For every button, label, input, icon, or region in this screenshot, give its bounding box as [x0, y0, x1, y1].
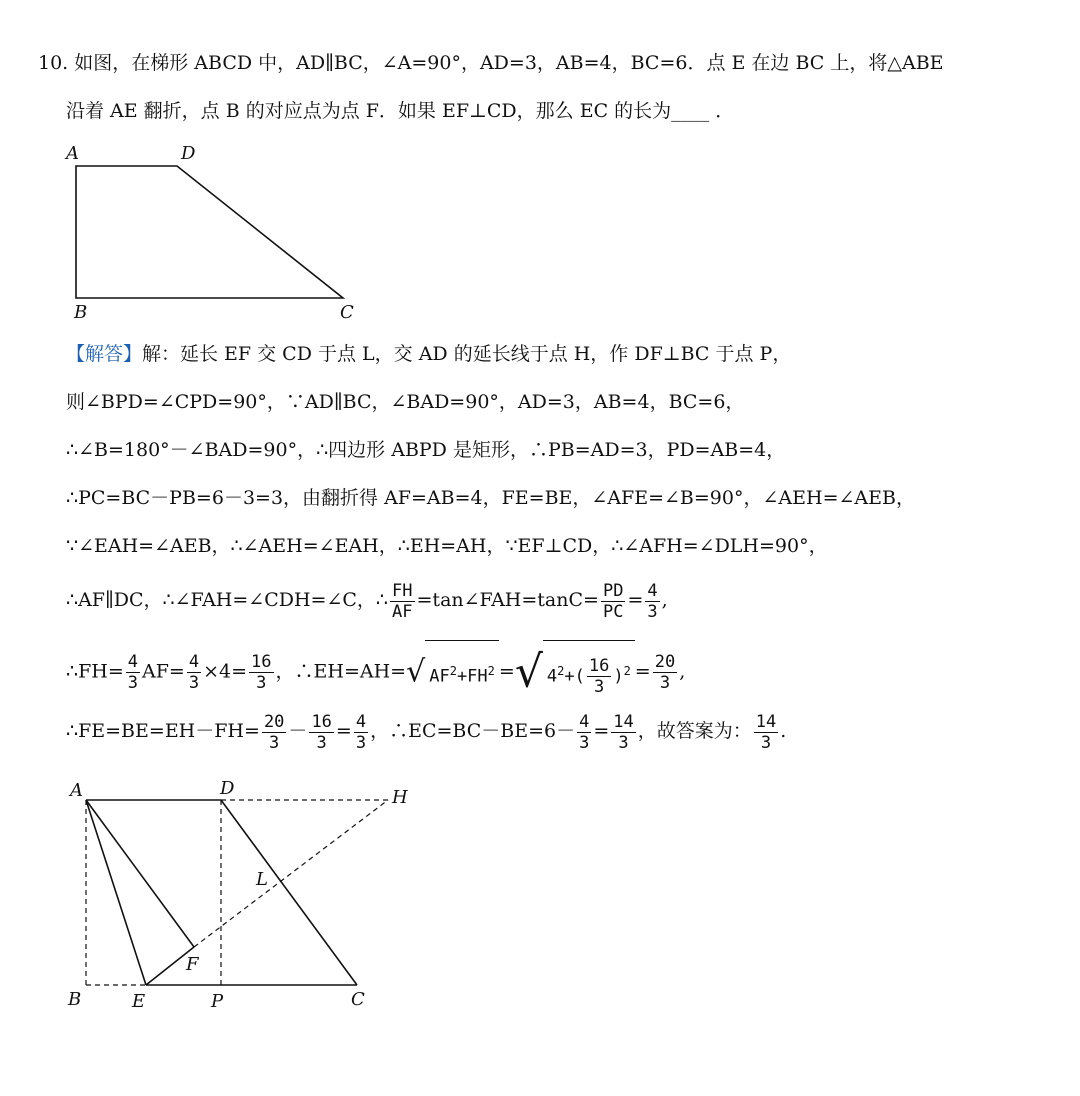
segment-dc — [221, 800, 357, 985]
l6-text-c: = — [627, 589, 644, 611]
solution-line-7 — [66, 640, 685, 705]
fraction-16-3: $\frac{16}{3}$ — [251, 651, 272, 693]
l7-text-g: , — [679, 660, 686, 683]
fraction-14-3: $\frac{14}{3}$ — [613, 711, 634, 753]
fraction-4-3-a: $\frac{4}{3}$ — [127, 651, 139, 693]
label2-l: L — [256, 869, 268, 890]
fraction-4-3-c: $\frac{4}{3}$ — [355, 711, 367, 753]
label2-b: B — [68, 989, 82, 1010]
fraction-4-3: $\frac{4}{3}$ — [647, 580, 658, 622]
fraction-fh-af: $\frac{FH}{AF}$ — [392, 580, 413, 622]
label-c: C — [340, 302, 354, 323]
solution-line-3: ∴∠B=180°－∠BAD=90°，∴四边形 ABPD 是矩形，∴PB=AD=3，PD=AB=4， — [66, 439, 786, 461]
l7-text-a: ∴FH= — [66, 660, 124, 683]
l7-text-e: = — [498, 660, 515, 683]
label-a: A — [66, 143, 79, 164]
solution-line-4: ∴PC=BC－PB=6－3=3，由翻折得 AF=AB=4，FE=BE，∠AFE=∠B=90°，∠AEH=∠AEB， — [66, 487, 915, 509]
segment-ae — [86, 800, 146, 985]
fraction-4-3-d: $\frac{4}{3}$ — [579, 711, 590, 753]
label2-h: H — [392, 787, 408, 808]
sqrt-sign-2: √ — [514, 646, 543, 698]
sqrt-sign-1: √ — [406, 654, 426, 690]
l8-text-d: ，∴EC=BC－BE=6－ — [370, 720, 576, 742]
solution-line-1 — [66, 341, 791, 367]
trapezoid-abcd — [76, 166, 343, 298]
label2-d: D — [220, 778, 235, 799]
solution-line-5: ∵∠EAH=∠AEB，∴∠AEH=∠EAH，∴EH=AH，∵EF⊥CD，∴∠AFH=∠DLH=90°， — [66, 535, 828, 557]
solution-tag: 【解答】 — [66, 343, 143, 365]
label-b: B — [74, 302, 88, 323]
label2-p: P — [211, 991, 224, 1012]
label2-a: A — [70, 780, 83, 801]
l8-text-c: = — [335, 720, 352, 742]
fraction-4-3-b: $\frac{4}{3}$ — [188, 651, 200, 693]
question-line-1: 10. 如图，在梯形 ABCD 中，AD∥BC，∠A=90°，AD=3，AB=4，BC=6．点 E 在边 BC 上，将△ABE — [38, 52, 944, 74]
trapezoid-figure — [60, 140, 380, 325]
label2-c: C — [351, 989, 365, 1010]
fraction-16-3-b: $\frac{16}{3}$ — [311, 711, 332, 753]
l6-text-a: ∴AF∥DC，∴∠FAH=∠CDH=∠C，∴ — [66, 589, 389, 611]
solution-text-1: 解：延长 EF 交 CD 于点 L，交 AD 的延长线于点 H，作 DF⊥BC 于点 P， — [142, 343, 792, 365]
l7-text-d: ，∴EH=AH= — [275, 660, 407, 683]
l8-text-e: = — [593, 720, 610, 742]
l8-text-f: ，故答案为： — [637, 720, 752, 742]
label2-e: E — [132, 991, 146, 1012]
l8-text-g: . — [780, 720, 787, 742]
solution-line-2: 则∠BPD=∠CPD=90°，∵AD∥BC，∠BAD=90°，AD=3，AB=4，BC=6， — [66, 391, 745, 413]
label-d: D — [181, 143, 196, 164]
sqrt-af-fh: $AF^2+FH^2$ — [425, 640, 499, 705]
sqrt-4-16-3: $4^2+$( $\frac{16}{3}$ )$^2$ — [543, 640, 635, 705]
solution-line-8 — [66, 706, 786, 756]
l8-text-b: － — [288, 720, 308, 742]
solution-line-6 — [66, 576, 668, 624]
segment-fh-dashed — [194, 800, 388, 947]
fraction-20-3: $\frac{20}{3}$ — [654, 651, 676, 693]
l6-text-d: , — [661, 589, 668, 611]
fraction-14-3-answer: $\frac{14}{3}$ — [755, 711, 777, 753]
l7-text-c: ×4= — [203, 660, 248, 683]
l7-text-b: AF= — [142, 660, 185, 683]
l6-text-b: =tan∠FAH=tanC= — [416, 589, 599, 611]
fraction-pd-pc: $\frac{PD}{PC}$ — [602, 580, 624, 622]
question-line-2: 沿着 AE 翻折，点 B 的对应点为点 F．如果 EF⊥CD，那么 EC 的长为____ ． — [66, 100, 735, 122]
l8-text-a: ∴FE=BE=EH－FH= — [66, 720, 260, 742]
label2-f: F — [186, 954, 199, 975]
segment-af — [86, 800, 194, 947]
solution-figure — [60, 775, 420, 1015]
l7-text-f: = — [634, 660, 651, 683]
fraction-20-3-b: $\frac{20}{3}$ — [263, 711, 285, 753]
